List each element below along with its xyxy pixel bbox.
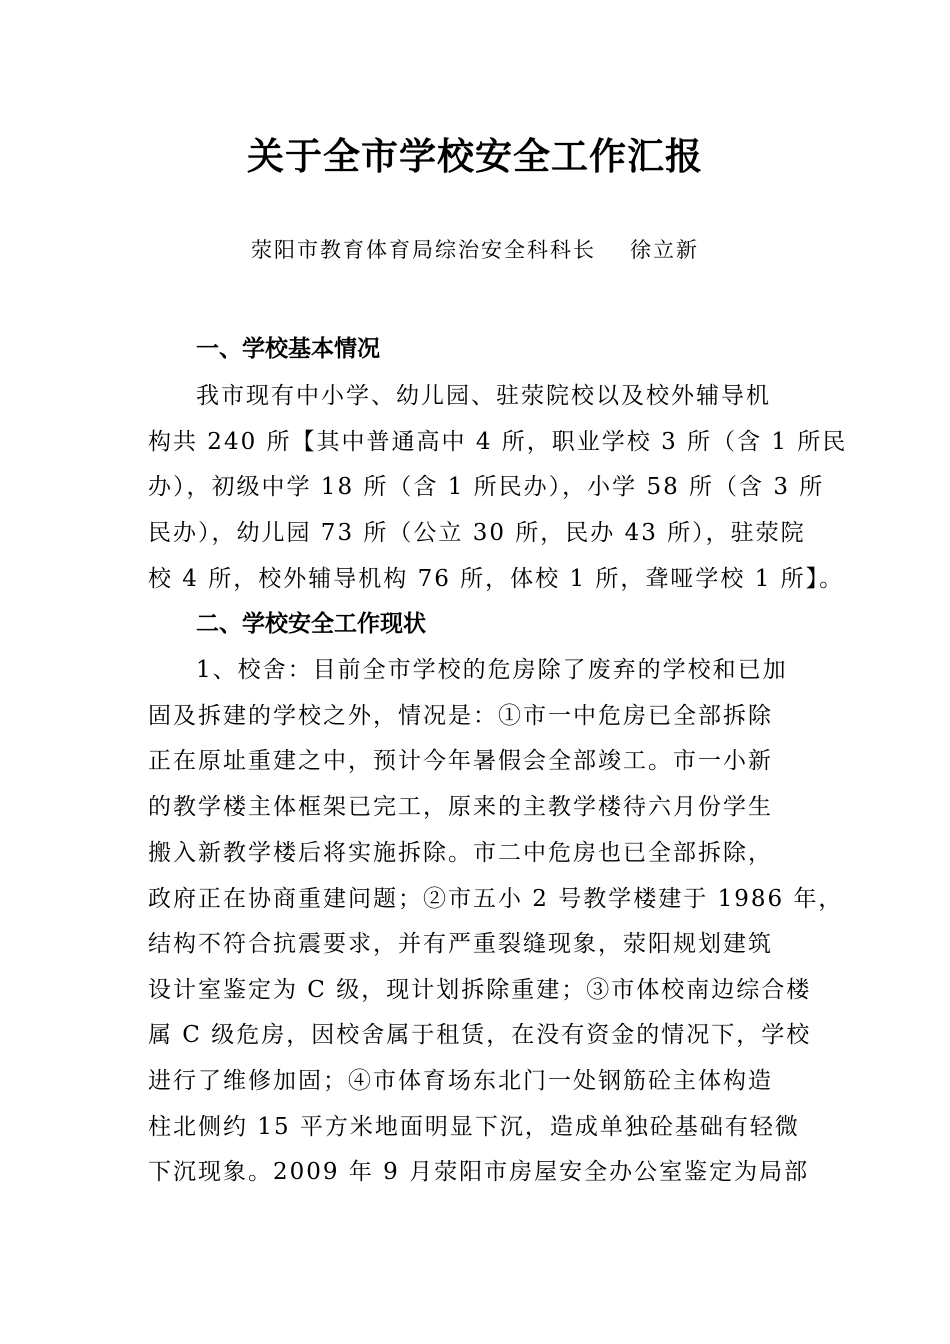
author-line <box>0 234 950 264</box>
paragraph-line: 正在原址重建之中，预计今年暑假会全部竣工。市一小新 <box>148 748 773 774</box>
section-heading: 一、学校基本情况 <box>196 336 380 362</box>
paragraph-line: 办），初级中学 18 所（含 1 所民办），小学 58 所（含 3 所 <box>148 474 825 500</box>
paragraph-line: 校 4 所，校外辅导机构 76 所，体校 1 所，聋哑学校 1 所】。 <box>148 566 845 592</box>
author-affiliation: 荥阳市教育体育局综治安全科科长 <box>251 238 596 262</box>
paragraph-line: 柱北侧约 15 平方米地面明显下沉，造成单独砼基础有轻微 <box>148 1114 800 1140</box>
paragraph-line: 设计室鉴定为 C 级，现计划拆除重建；③市体校南边综合楼 <box>148 977 812 1003</box>
paragraph-line: 属 C 级危房，因校舍属于租赁，在没有资金的情况下，学校 <box>148 1022 812 1048</box>
paragraph-line: 1、校舍：目前全市学校的危房除了废弃的学校和已加 <box>196 657 788 683</box>
paragraph-line: 搬入新教学楼后将实施拆除。市二中危房也已全部拆除， <box>148 840 773 866</box>
paragraph-line: 构共 240 所【其中普通高中 4 所，职业学校 3 所（含 1 所民 <box>148 429 848 455</box>
paragraph-line: 政府正在协商重建问题；②市五小 2 号教学楼建于 1986 年， <box>148 886 844 912</box>
author-name: 徐立新 <box>630 238 699 262</box>
paragraph-line: 结构不符合抗震要求，并有严重裂缝现象，荥阳规划建筑 <box>148 931 773 957</box>
document-title: 关于全市学校安全工作汇报 <box>247 135 703 178</box>
paragraph-line: 的教学楼主体框架已完工，原来的主教学楼待六月份学生 <box>148 794 773 820</box>
paragraph-line: 下沉现象。2009 年 9 月荥阳市房屋安全办公室鉴定为局部 <box>148 1159 810 1185</box>
paragraph-line: 民办），幼儿园 73 所（公立 30 所，民办 43 所），驻荥院 <box>148 520 806 546</box>
paragraph-line: 固及拆建的学校之外，情况是：①市一中危房已全部拆除 <box>148 703 773 729</box>
paragraph-line: 我市现有中小学、幼儿园、驻荥院校以及校外辅导机 <box>196 383 771 409</box>
paragraph-line: 进行了维修加固；④市体育场东北门一处钢筋砼主体构造 <box>148 1068 773 1094</box>
section-heading: 二、学校安全工作现状 <box>196 611 426 637</box>
